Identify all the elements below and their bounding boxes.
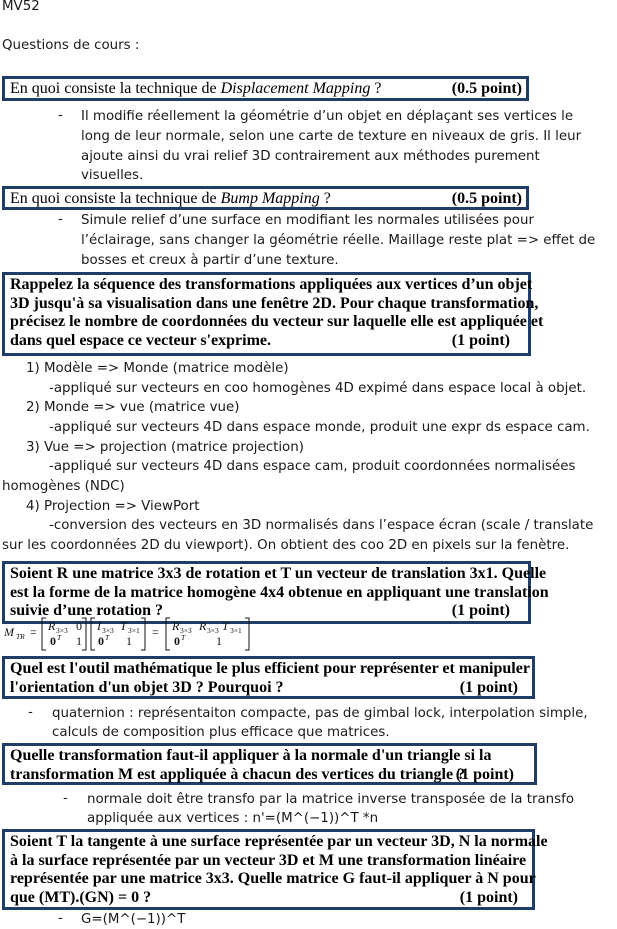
matrix-zero-row: 0 xyxy=(50,634,56,648)
matrix-zero-row: 0 xyxy=(98,634,104,648)
matrix-zero-sup: T xyxy=(181,633,186,642)
matrix-one: 1 xyxy=(126,634,132,648)
answer-line: l’éclairage, sans changer la géométrie réelle. Maillage reste plat => effet de xyxy=(81,233,596,248)
answer-line: calculs de composition plus efficace que matrices. xyxy=(52,725,390,740)
matrix-t-sub: 3×1 xyxy=(230,626,242,635)
question-text: que (MT).(GN) = 0 ? xyxy=(10,888,152,906)
points-label: (1 point) xyxy=(451,602,510,620)
matrix-r-sub: 3×3 xyxy=(56,626,68,635)
list-item-detail: homogènes (NDC) xyxy=(2,479,125,494)
question-text: En quoi consiste la technique de xyxy=(10,80,221,97)
answer-line: visuelles. xyxy=(81,168,144,183)
question-text: représentée par une matrice 3x3. Quelle matrice G faut-il appliquer à N pour xyxy=(10,870,536,888)
question-text: Rappelez la séquence des transformations appliquées aux vertices d’un objet xyxy=(10,276,533,293)
answer-line: Il modifie réellement la géométrie d’un objet en déplaçant ses vertices le xyxy=(81,109,574,124)
question-text: Quelle transformation faut-il appliquer à la normale d'un triangle si la xyxy=(10,747,492,764)
points-label: (0.5 point) xyxy=(451,80,522,97)
matrix-i-sub: 3×3 xyxy=(102,626,114,635)
answer-line: bosses et creux à partir d’une texture. xyxy=(81,253,339,268)
question-box-displacement xyxy=(2,76,529,101)
matrix-r: R xyxy=(172,619,180,633)
matrix-zero: 0 xyxy=(76,619,82,633)
list-item-heading: 4) Projection => ViewPort xyxy=(26,499,200,514)
matrix-t-sub: 3×1 xyxy=(128,626,140,635)
list-item-detail: -appliqué sur vecteurs 4D dans espace cam, produit coordonnées normalisées xyxy=(49,459,576,474)
points-label: (1 point) xyxy=(451,331,510,349)
points-label: (1 point) xyxy=(459,888,518,906)
matrix-one: 1 xyxy=(216,634,222,648)
list-item-detail: -appliqué sur vecteurs 4D dans espace monde, produit une expr ds espace cam. xyxy=(49,420,590,435)
matrix-r: R xyxy=(199,619,207,633)
section-heading: Questions de cours : xyxy=(2,38,140,53)
bullet-dash: - xyxy=(63,791,68,806)
question-box-bump xyxy=(2,186,529,210)
question-term: Displacement Mapping xyxy=(220,80,371,97)
list-item-detail: -appliqué sur vecteurs en coo homogènes 4D expimé dans espace local à objet. xyxy=(49,381,587,396)
answer-line: ajoute ainsi du vrai relief 3D contrairement aux méthodes purement xyxy=(81,149,540,164)
question-term: Bump Mapping xyxy=(220,190,320,207)
matrix-zero-row: 0 xyxy=(174,634,180,648)
question-text: l'orientation d'un objet 3D ? Pourquoi ? xyxy=(10,678,284,696)
bullet-dash: - xyxy=(58,212,63,227)
question-text: Soient T la tangente à une surface représentée par un vecteur 3D, N la normale xyxy=(10,833,548,850)
answer-line: Simule relief d’une surface en modifiant les normales utilisées pour xyxy=(81,213,534,228)
question-text: Quel est l'outil mathématique le plus efficient pour représenter et manipuler xyxy=(10,660,530,677)
question-text: est la forme de la matrice homogène 4x4 obtenue en appliquant une translation xyxy=(10,583,549,601)
formula-lhs: M xyxy=(4,625,14,639)
question-text: transformation M est appliquée à chacun des vertices du triangle ? xyxy=(10,765,466,783)
question-text: à la surface représentée par un vecteur 3D et M une transformation linéaire xyxy=(10,851,527,869)
matrix-i: I xyxy=(97,619,101,633)
formula-lhs-sub: TR xyxy=(16,632,25,641)
matrix-t: T xyxy=(222,619,229,633)
answer-line: long de leur normale, selon une carte de texture en niveaux de gris. Il leur xyxy=(81,129,582,144)
points-label: (0.5 point) xyxy=(451,190,522,207)
svg-text:=: = xyxy=(30,625,37,639)
question-text: En quoi consiste la technique de xyxy=(10,190,221,207)
svg-text:=: = xyxy=(152,625,159,639)
matrix-zero-sup: T xyxy=(105,633,110,642)
matrix-r-sub: 3×3 xyxy=(180,626,192,635)
question-text: dans quel espace ce vecteur s'exprime. xyxy=(10,331,271,349)
page-title: MV52 xyxy=(2,0,40,14)
question-text: suivie d’une rotation ? xyxy=(10,602,164,620)
list-item-detail: -conversion des vecteurs en 3D normalisés dans l’espace écran (scale / translate xyxy=(49,518,594,533)
list-item-heading: 2) Monde => vue (matrice vue) xyxy=(26,400,240,415)
matrix-r-sub: 3×3 xyxy=(207,626,219,635)
matrix-t: T xyxy=(120,619,127,633)
question-text: précisez le nombre de coordonnées du vecteur sur laquelle elle est appliquée et xyxy=(10,313,544,331)
question-box-tangent-normal xyxy=(2,829,548,910)
bullet-dash: - xyxy=(58,108,63,123)
matrix-one: 1 xyxy=(76,634,82,648)
matrix-formula xyxy=(4,598,264,654)
matrix-zero-sup: T xyxy=(57,633,62,642)
question-tail: ? xyxy=(370,80,382,97)
list-item-heading: 3) Vue => projection (matrice projection) xyxy=(26,440,304,455)
question-box-orientation xyxy=(2,656,535,699)
question-box-transform-sequence xyxy=(2,272,544,356)
bullet-dash: - xyxy=(58,911,63,926)
answer-line: normale doit être transfo par la matrice inverse transposée de la transfo xyxy=(87,792,575,807)
bullet-dash: - xyxy=(28,705,33,720)
list-item-heading: 1) Modèle => Monde (matrice modèle) xyxy=(26,361,289,376)
question-box-normal-transform xyxy=(2,743,537,785)
list-item-detail: sur les coordonnées 2D du viewport). On obtient des coo 2D en pixels sur la fenètre. xyxy=(2,538,570,553)
question-tail: ? xyxy=(319,190,331,207)
points-label: (1 point) xyxy=(459,678,518,696)
answer-line: quaternion : représentaiton compacte, pas de gimbal lock, interpolation simple, xyxy=(52,706,588,721)
question-text: 3D jusqu'à sa visualisation dans une fenêtre 2D. Pour chaque transformation, xyxy=(10,294,539,312)
points-label: (1 point) xyxy=(455,765,514,783)
answer-line: appliquée aux vertices : n'=(M^(−1))^T *n xyxy=(87,811,379,826)
matrix-r: R xyxy=(48,619,56,633)
answer-line: G=(M^(−1))^T xyxy=(81,912,186,927)
question-text: Soient R une matrice 3x3 de rotation et T un vecteur de translation 3x1. Quelle xyxy=(10,565,547,582)
